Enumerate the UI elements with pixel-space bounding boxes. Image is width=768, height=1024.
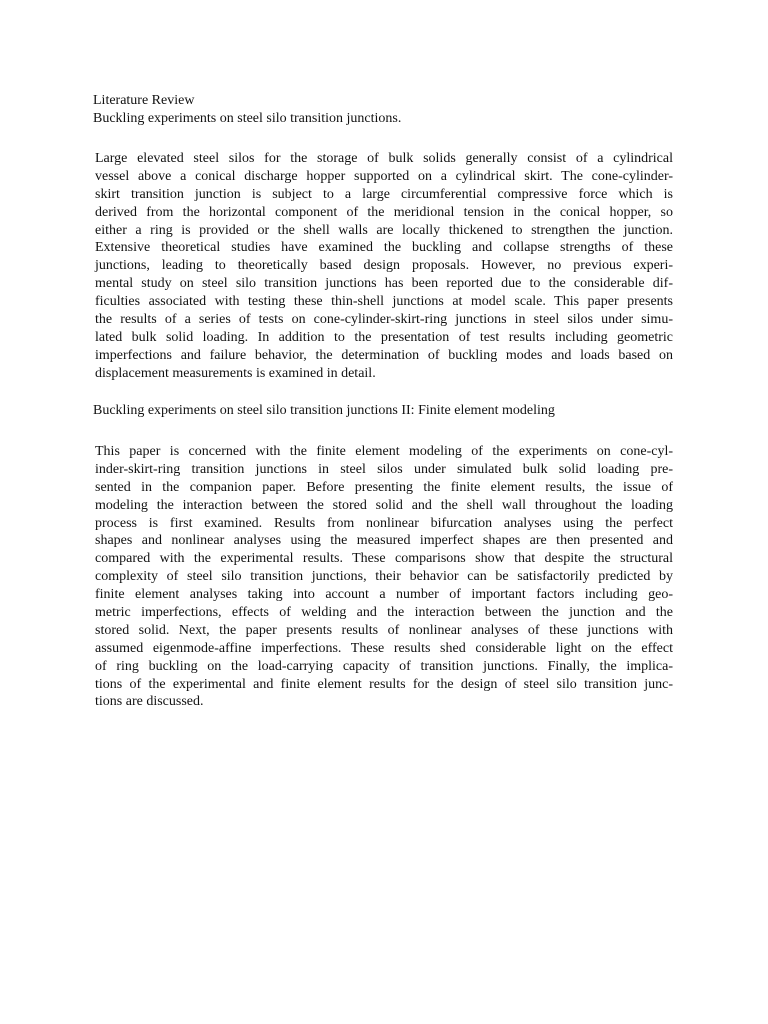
text-line: derived from the horizontal component of the meridional tension in the conical hopper, so [95, 204, 673, 220]
text-line: imperfections and failure behavior, the determination of buckling modes and loads based on [95, 347, 673, 363]
text-line: stored solid. Next, the paper presents results of nonlinear analyses of these junctions with [95, 622, 673, 638]
abstract-paragraph-2 [95, 443, 673, 711]
text-line: inder-skirt-ring transition junctions in steel silos under simulated bulk solid loading pre- [95, 461, 673, 477]
text-line: tions are discussed. [95, 694, 204, 710]
text-line: skirt transition junction is subject to a large circumferential compressive force which is [95, 186, 673, 202]
text-line: tions of the experimental and finite element results for the design of steel silo transition junc- [95, 676, 673, 692]
text-line: shapes and nonlinear analyses using the measured imperfect shapes are then presented and [95, 533, 673, 549]
text-line: metric imperfections, effects of welding and the interaction between the junction and the [95, 605, 673, 621]
text-line: ficulties associated with testing these thin-shell junctions at model scale. This paper presents [95, 294, 673, 310]
text-line: finite element analyses taking into account a number of important factors including geo- [95, 587, 673, 603]
text-line: Large elevated steel silos for the storage of bulk solids generally consist of a cylindrical [95, 151, 673, 166]
text-line: complexity of steel silo transition junctions, their behavior can be satisfactorily predicted by [95, 569, 673, 585]
text-line: process is first examined. Results from nonlinear bifurcation analyses using the perfect [95, 515, 673, 531]
text-line: compared with the experimental results. These comparisons show that despite the structural [95, 551, 673, 567]
text-line: the results of a series of tests on cone-cylinder-skirt-ring junctions in steel silos under simu- [95, 312, 673, 328]
text-line: lated bulk solid loading. In addition to the presentation of test results including geometric [95, 329, 673, 345]
text-line: junctions, leading to theoretically based design proposals. However, no previous experi- [95, 258, 673, 274]
text-line: vessel above a conical discharge hopper supported on a cylindrical skirt. The cone-cylinder- [95, 168, 673, 184]
text-line: modeling the interaction between the stored solid and the shell wall throughout the loading [95, 497, 673, 513]
abstract-paragraph-1 [95, 150, 673, 383]
text-line: Extensive theoretical studies have examined the buckling and collapse strengths of these [95, 240, 673, 256]
text-line: either a ring is provided or the shell walls are locally thickened to strengthen the junction. [95, 222, 673, 238]
text-line: This paper is concerned with the finite element modeling of the experiments on cone-cyl- [95, 444, 673, 459]
second-paper-title: Buckling experiments on steel silo transition junctions II: Finite element modeling [93, 403, 555, 418]
text-line: of ring buckling on the load-carrying capacity of transition junctions. Finally, the implica- [95, 658, 673, 674]
text-line: mental study on steel silo transition junctions has been reported due to the considerable dif- [95, 276, 673, 292]
text-line: displacement measurements is examined in detail. [95, 365, 376, 381]
section-label: Literature Review [93, 93, 195, 108]
paper-title: Buckling experiments on steel silo transition junctions. [93, 111, 402, 126]
text-line: sented in the companion paper. Before presenting the finite element results, the issue of [95, 479, 673, 495]
text-line: assumed eigenmode-affine imperfections. These results shed considerable light on the effect [95, 640, 673, 656]
